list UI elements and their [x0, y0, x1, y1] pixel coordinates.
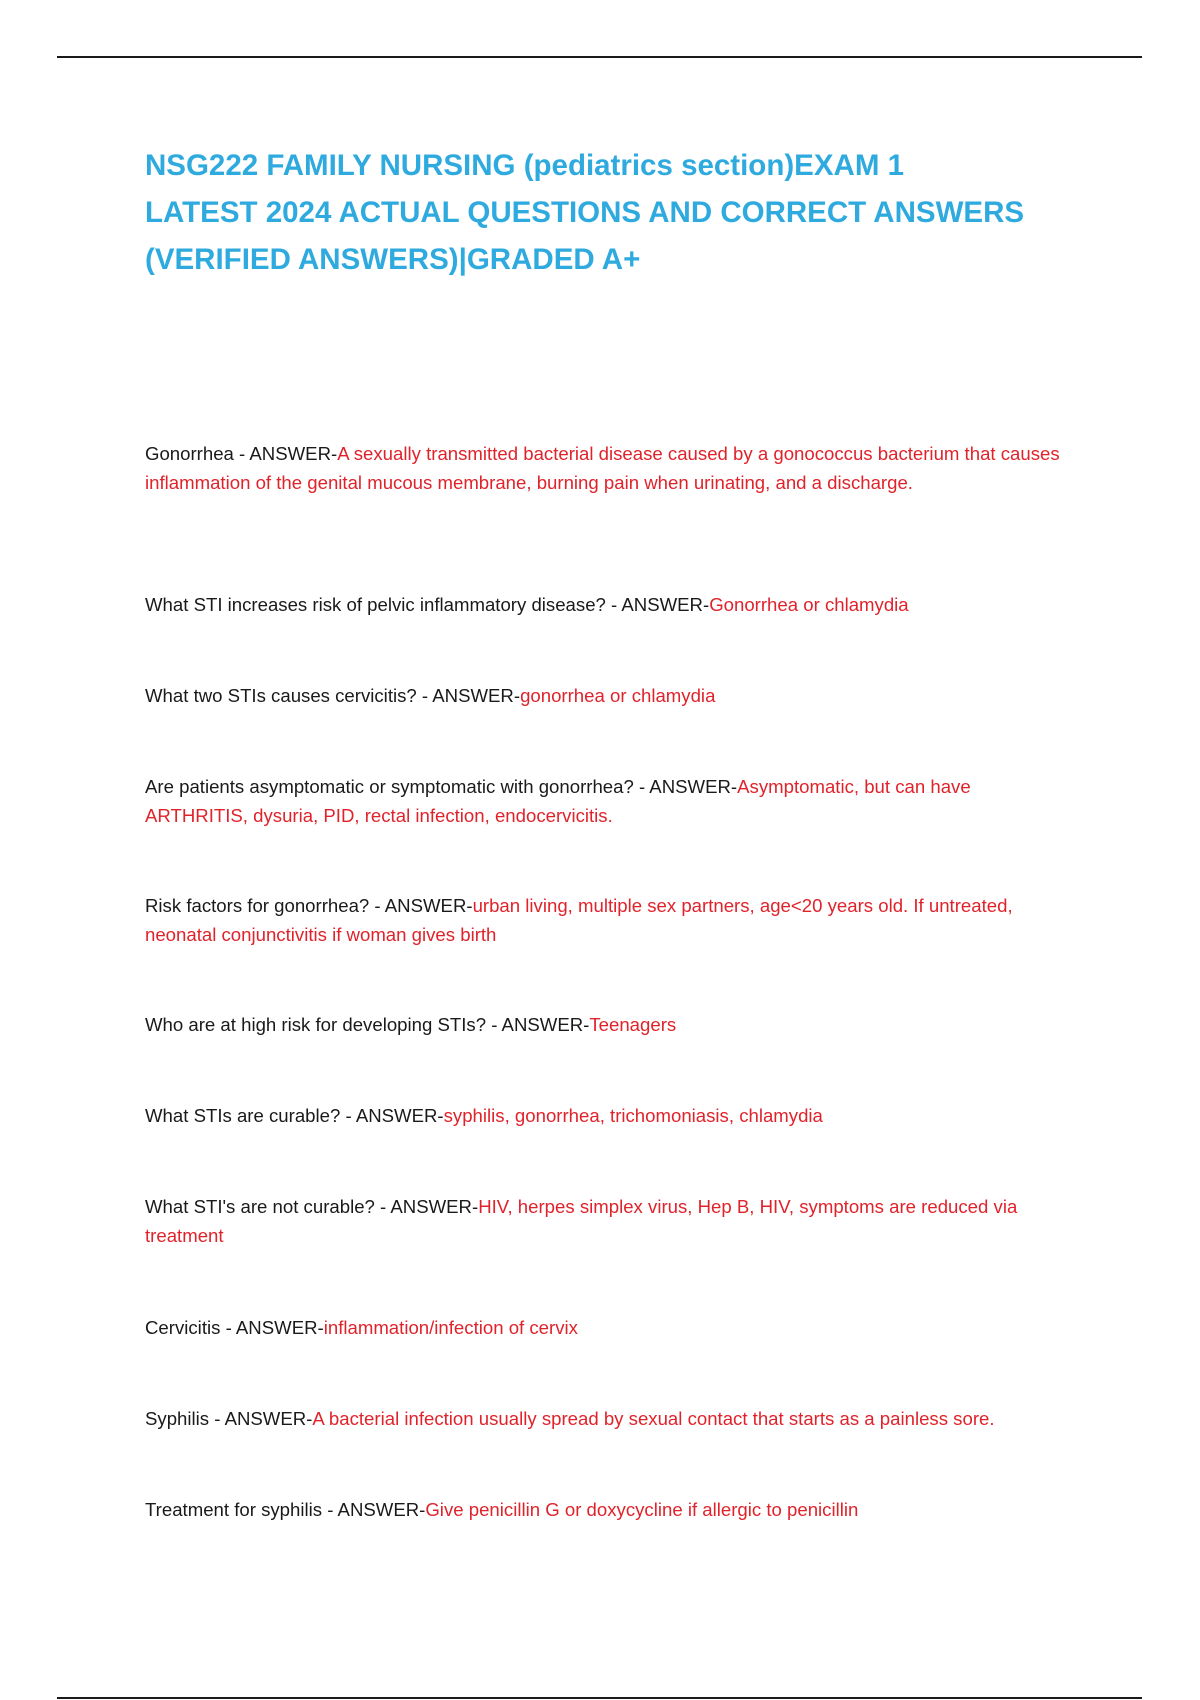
- title-line: LATEST 2024 ACTUAL QUESTIONS AND CORRECT ANSWERS: [145, 196, 1025, 229]
- question-text: What STI increases risk of pelvic inflammatory disease? - ANSWER-: [145, 594, 710, 615]
- qa-item-curable: [145, 1101, 1075, 1130]
- qa-item-high-risk: [145, 1010, 1075, 1039]
- qa-item-syphilis-treatment: [145, 1495, 1075, 1524]
- question-text: What STI's are not curable? - ANSWER-: [145, 1196, 479, 1217]
- question-text: Gonorrhea - ANSWER-: [145, 443, 338, 464]
- answer-text: Asymptomatic, but can have ARTHRITIS, dysuria, PID, rectal infection, endocervicitis.: [145, 776, 971, 826]
- answer-text: gonorrhea or chlamydia: [520, 685, 716, 706]
- answer-text: inflammation/infection of cervix: [323, 1317, 578, 1338]
- answer-text: Gonorrhea or chlamydia: [709, 594, 909, 615]
- question-text: Are patients asymptomatic or symptomatic with gonorrhea? - ANSWER-: [145, 776, 738, 797]
- question-text: Cervicitis - ANSWER-: [145, 1317, 324, 1338]
- document-title: [145, 142, 1085, 283]
- question-text: What STIs are curable? - ANSWER-: [145, 1105, 444, 1126]
- bottom-divider: [57, 1697, 1142, 1699]
- qa-item-cervicitis-causes: [145, 681, 1075, 710]
- qa-item-pid-risk: [145, 590, 1075, 619]
- qa-item-cervicitis: [145, 1313, 1075, 1342]
- question-text: Who are at high risk for developing STIs? - ANSWER-: [145, 1014, 590, 1035]
- answer-text: Teenagers: [589, 1014, 677, 1035]
- question-text: Treatment for syphilis - ANSWER-: [145, 1499, 426, 1520]
- qa-item-gonorrhea-risk-factors: [145, 891, 1075, 949]
- answer-text: Give penicillin G or doxycycline if allergic to penicillin: [425, 1499, 859, 1520]
- question-text: Risk factors for gonorrhea? - ANSWER-: [145, 895, 473, 916]
- qa-item-gonorrhea-symptoms: [145, 772, 1075, 830]
- answer-text: A sexually transmitted bacterial disease caused by a gonococcus bacterium that causes inflammation of the genital mucous membrane, burning pain when urinating, and a discharge.: [145, 443, 1060, 493]
- question-text: What two STIs causes cervicitis? - ANSWER-: [145, 685, 521, 706]
- answer-text: syphilis, gonorrhea, trichomoniasis, chlamydia: [443, 1105, 823, 1126]
- qa-item-not-curable: [145, 1192, 1075, 1250]
- answer-text: HIV, herpes simplex virus, Hep B, HIV, symptoms are reduced via treatment: [145, 1196, 1018, 1246]
- top-divider: [57, 56, 1142, 58]
- question-text: Syphilis - ANSWER-: [145, 1408, 313, 1429]
- qa-item-syphilis: [145, 1404, 1075, 1433]
- title-line: NSG222 FAMILY NURSING (pediatrics section)EXAM 1: [145, 149, 905, 182]
- answer-text: A bacterial infection usually spread by sexual contact that starts as a painless sore.: [312, 1408, 995, 1429]
- answer-text: urban living, multiple sex partners, age<20 years old. If untreated, neonatal conjunctivitis if woman gives birth: [145, 895, 1013, 945]
- qa-item-gonorrhea: [145, 439, 1075, 497]
- title-line: (VERIFIED ANSWERS)|GRADED A+: [145, 243, 641, 276]
